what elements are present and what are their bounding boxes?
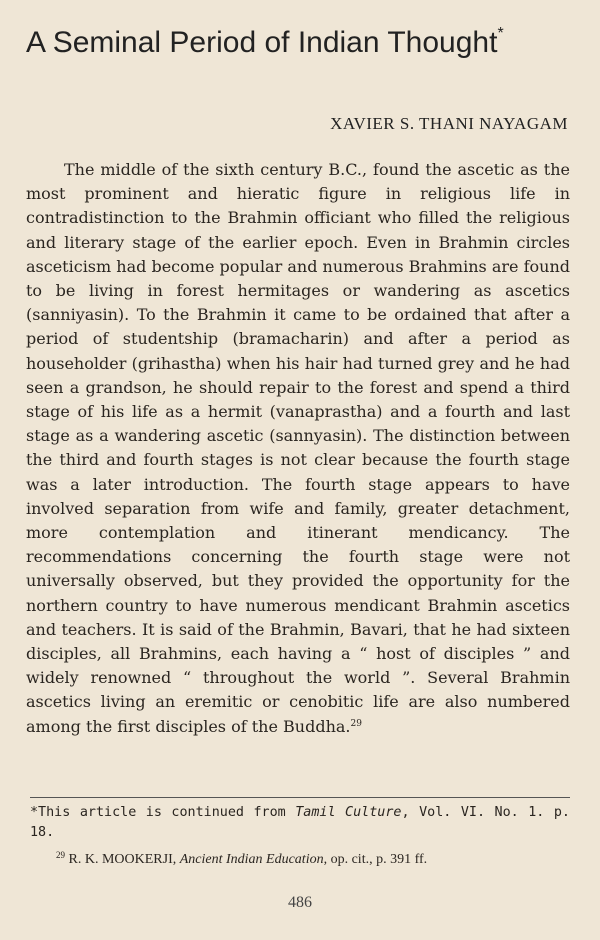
- footnote-reference: 29: [350, 718, 362, 729]
- footnote-star-journal: Tamil Culture: [295, 805, 402, 820]
- body-paragraph: [26, 158, 570, 739]
- footnote-29-book: Ancient Indian Education: [179, 852, 324, 867]
- page-number: 486: [288, 894, 312, 911]
- footnote-29-tail: , op. cit., p. 391 ff.: [323, 852, 428, 867]
- author-byline: XAVIER S. THANI NAYAGAM: [330, 114, 568, 133]
- footnote-divider: [30, 797, 570, 798]
- title-footnote-mark: *: [497, 25, 504, 42]
- footnote-star-tail: , Vol. VI. No. 1. p. 18.: [30, 805, 570, 840]
- footnote-29-author: R. K. MOOKERJI,: [68, 852, 180, 867]
- body-paragraph-text: The middle of the sixth century B.C., found the ascetic as the most prominent and hieratic figure in religious life in contradistinction to the Brahmin officiant who filled the religious and literary stage of the earlier epoch. Even in Brahmin circles asceticism had become popular and numerous Brahmins are found to be living in forest hermitages or wandering as ascetics (sanniyasin). To the Brahmin it came to be ordained that after a period of studentship (bramacharin) and after a period as householder (grihastha) when his hair had turned grey and he had seen a grandson, he should repair to the forest and spend a third stage of his life as a hermit (vanaprastha) and a fourth and last stage as a wandering ascetic (sannyasin). The distinction between the third and fourth stages is not clear because the fourth stage was a later introduction. The fourth stage appears to have involved separation from wife and family, greater detachment, more contemplation and itinerant mendicancy. The recommendations concerning the fourth stage were not universally observed, but they provided the opportunity for the northern country to have numerous mendicant Brahmin ascetics and teachers. It is said of the Brahmin, Bavari, that he had sixteen disciples, all Brahmins, each having a “ host of disciples ” and widely renowned “ throughout the world ”. Several Brahmin ascetics living an eremitic or cenobitic life are also numbered among the first disciples of the Buddha.: [26, 160, 570, 736]
- title-text: A Seminal Period of Indian Thought: [26, 26, 498, 59]
- article-title: [26, 14, 546, 63]
- footnote-29: [56, 850, 576, 870]
- footnote-29-number: 29: [56, 850, 65, 860]
- footnote-star: [30, 803, 570, 843]
- footnote-star-lead: *This article is continued from: [30, 805, 296, 820]
